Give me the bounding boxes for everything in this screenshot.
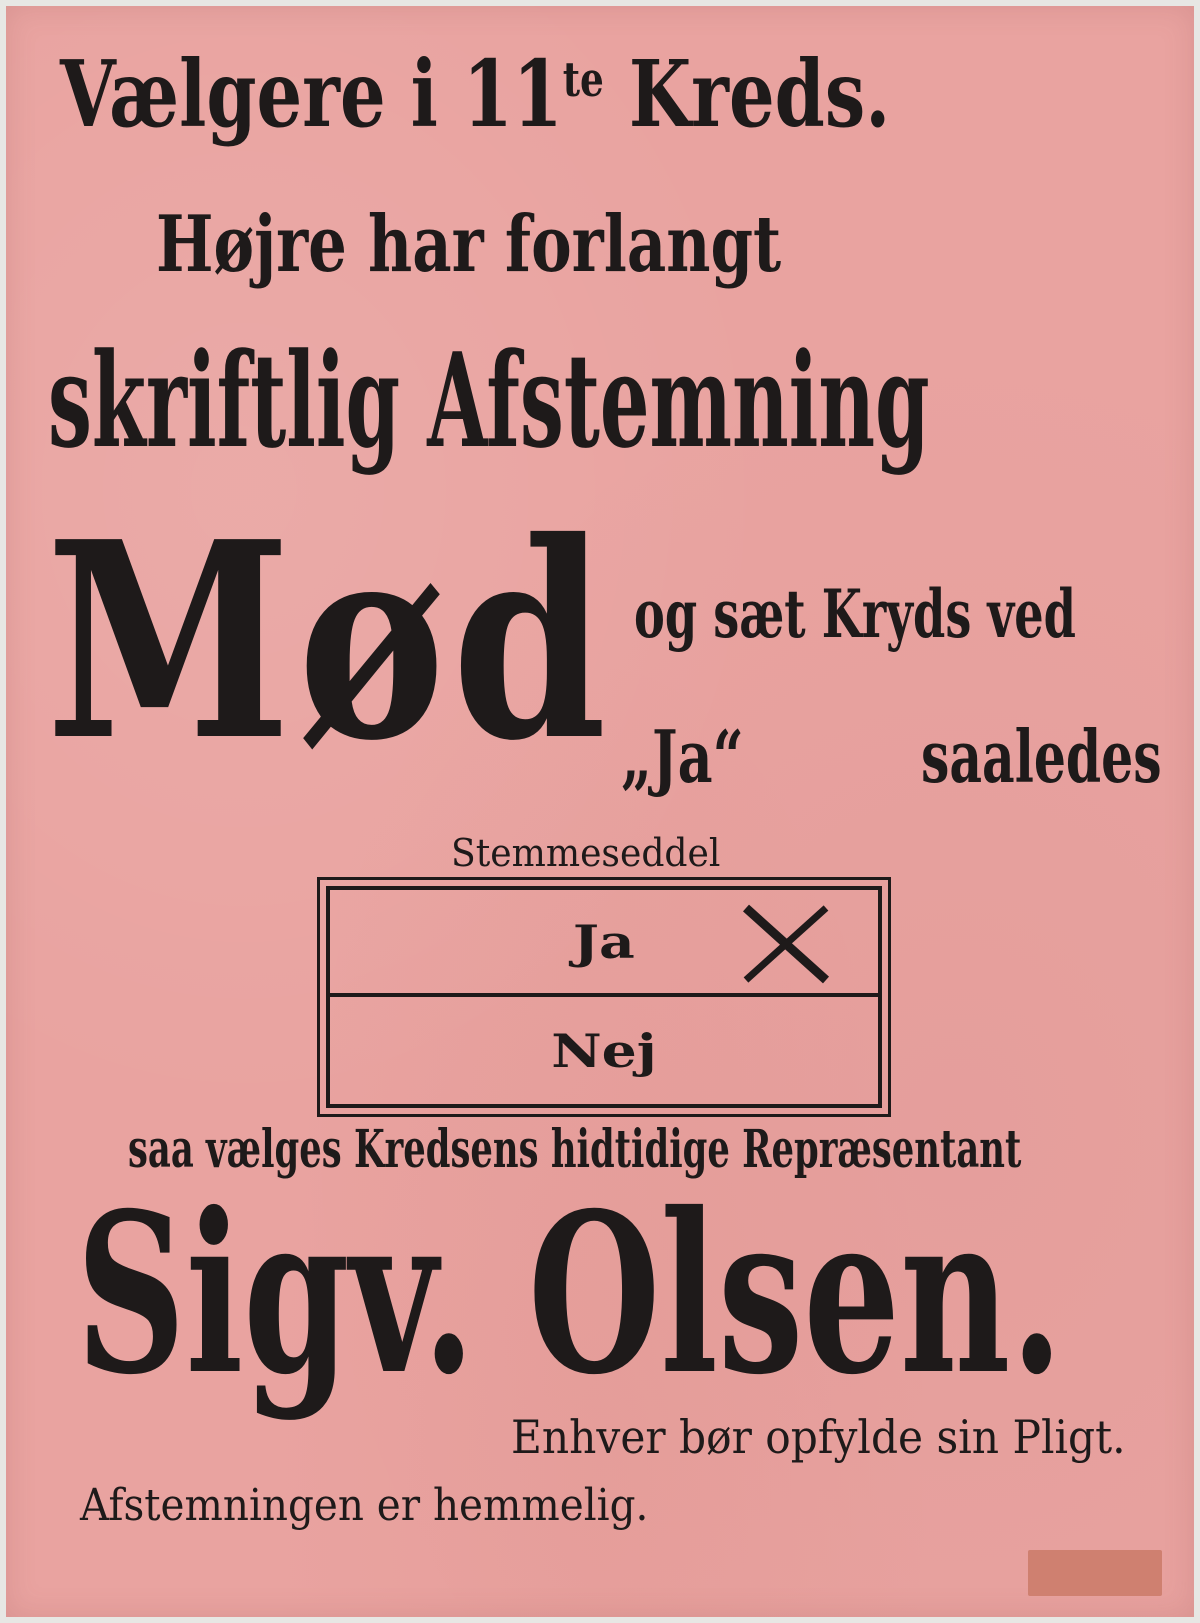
ja-quote-text: „Ja“ — [621, 714, 744, 799]
ballot-sample — [326, 886, 882, 1108]
duty-line — [511, 1410, 1179, 1464]
ballot-title — [451, 831, 735, 875]
candidate-name-text: Sigv. Olsen. — [76, 1164, 1064, 1423]
candidate-name — [76, 1164, 1200, 1423]
secret-ballot-note — [80, 1480, 698, 1531]
headline-end: Kreds. — [603, 40, 891, 148]
subheadline — [156, 199, 957, 290]
representative-text: saa vælges Kredsens hidtidige Repræsentant — [128, 1119, 1022, 1180]
ballot-row-no — [330, 997, 878, 1104]
written-vote-line — [48, 324, 1200, 477]
subheadline-text: Højre har forlangt — [156, 199, 782, 290]
secret-ballot-text: Afstemningen er hemmelig. — [80, 1480, 649, 1531]
archive-label-patch — [1028, 1550, 1162, 1596]
ballot-row-yes — [330, 890, 878, 997]
headline-main: Vælgere i 11 — [60, 40, 563, 148]
mod-text: Mød — [46, 482, 614, 800]
ballot-option-yes: Ja — [573, 914, 635, 969]
election-poster — [6, 6, 1194, 1617]
saaledes-text: saaledes — [921, 714, 1162, 799]
ja-quote — [621, 714, 785, 799]
og-line — [634, 575, 1200, 653]
ballot-title-text: Stemmeseddel — [451, 831, 721, 875]
headline-ordinal-suffix: te — [562, 52, 604, 108]
duty-text: Enhver bør opfylde sin Pligt. — [511, 1410, 1126, 1464]
cross-mark-icon — [740, 902, 832, 986]
saaledes — [921, 714, 1200, 799]
ballot-option-no: Nej — [551, 1023, 657, 1078]
headline — [60, 40, 1124, 148]
written-vote-text: skriftlig Afstemning — [48, 324, 930, 477]
og-text: og sæt Kryds ved — [634, 575, 1076, 653]
